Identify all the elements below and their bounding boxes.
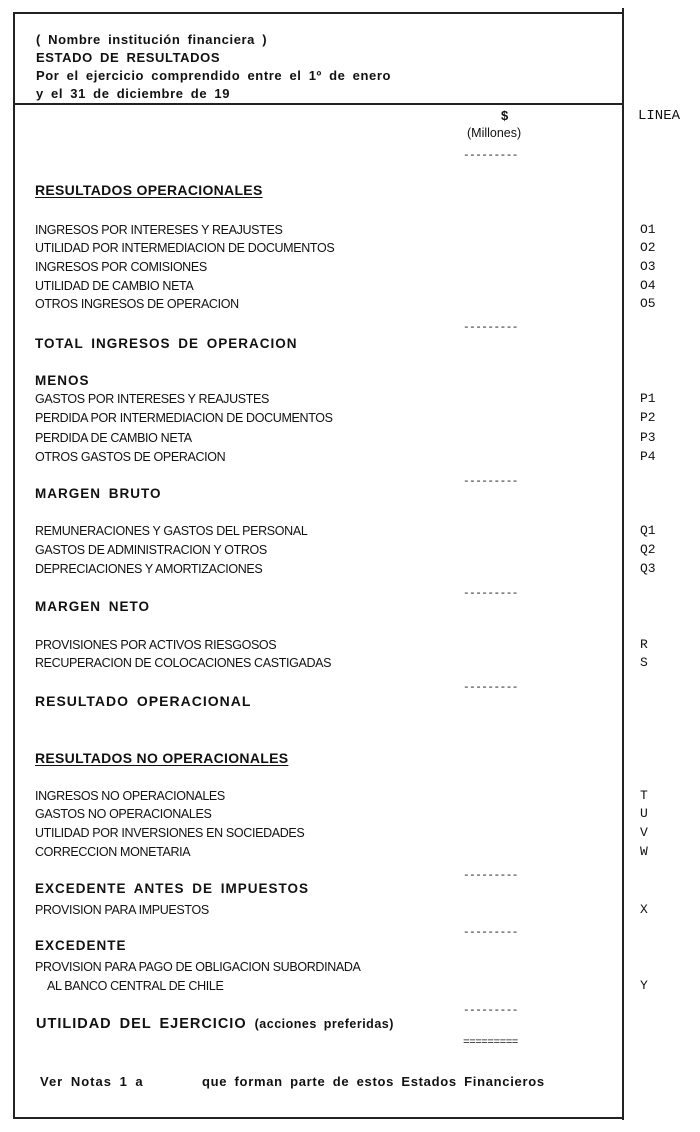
line-code: P4 (640, 449, 656, 464)
total-double-rule: ========= (463, 1037, 518, 1049)
line-code: Q3 (640, 561, 656, 576)
subtotal-rule: --------- (463, 322, 518, 334)
line-code: S (640, 655, 648, 670)
line-item-label: DEPRECIACIONES Y AMORTIZACIONES (35, 562, 263, 576)
section-heading-operacionales: RESULTADOS OPERACIONALES (35, 182, 263, 198)
line-item-label: OTROS INGRESOS DE OPERACION (35, 297, 239, 311)
line-item-label: REMUNERACIONES Y GASTOS DEL PERSONAL (35, 524, 308, 538)
line-item-label: OTROS GASTOS DE OPERACION (35, 450, 226, 464)
line-item-label: PROVISION PARA PAGO DE OBLIGACION SUBORDINADA (35, 960, 361, 974)
statement-title: ESTADO DE RESULTADOS (36, 50, 221, 65)
period-line-2: y el 31 de diciembre de 19 (36, 86, 231, 101)
excedente-label: EXCEDENTE (35, 938, 127, 953)
subtotal-rule: --------- (463, 927, 518, 939)
excedente-antes-label: EXCEDENTE ANTES DE IMPUESTOS (35, 881, 310, 896)
line-code: U (640, 806, 648, 821)
subtotal-rule: --------- (463, 870, 518, 882)
column-rule: --------- (463, 150, 518, 162)
line-item-label: UTILIDAD DE CAMBIO NETA (35, 279, 194, 293)
line-item-label-continued: AL BANCO CENTRAL DE CHILE (47, 979, 224, 993)
utilidad-ejercicio-note: (acciones preferidas) (254, 1017, 394, 1031)
subtotal-rule: --------- (463, 1005, 518, 1017)
line-code: X (640, 902, 648, 917)
line-item-label: PROVISION PARA IMPUESTOS (35, 903, 209, 917)
resultado-operacional-label: RESULTADO OPERACIONAL (35, 693, 252, 709)
line-item-label: INGRESOS NO OPERACIONALES (35, 789, 225, 803)
line-item-label: GASTOS NO OPERACIONALES (35, 807, 212, 821)
line-code: Y (640, 978, 648, 993)
frame-top-border (13, 12, 623, 14)
line-code: O2 (640, 240, 656, 255)
line-item-label: GASTOS DE ADMINISTRACION Y OTROS (35, 543, 267, 557)
line-code: R (640, 637, 648, 652)
notes-suffix: que forman parte de estos Estados Financieros (202, 1074, 545, 1089)
total-ingresos-label: TOTAL INGRESOS DE OPERACION (35, 336, 298, 351)
line-code: O4 (640, 278, 656, 293)
header-divider (13, 103, 623, 105)
line-code: V (640, 825, 648, 840)
line-item-label: RECUPERACION DE COLOCACIONES CASTIGADAS (35, 656, 332, 670)
line-item-label: CORRECCION MONETARIA (35, 845, 191, 859)
period-line-1: Por el ejercicio comprendido entre el 1º de enero (36, 68, 392, 83)
line-code: P3 (640, 430, 656, 445)
line-code: W (640, 844, 648, 859)
utilidad-ejercicio-title: UTILIDAD DEL EJERCICIO (36, 1016, 247, 1032)
line-code: Q1 (640, 523, 656, 538)
line-item-label: PROVISIONES POR ACTIVOS RIESGOSOS (35, 638, 277, 652)
subtotal-rule: --------- (463, 588, 518, 600)
unit-label: (Millones) (467, 126, 522, 140)
line-item-label: INGRESOS POR COMISIONES (35, 260, 207, 274)
line-code: Q2 (640, 542, 656, 557)
notes-prefix: Ver Notas 1 a (40, 1074, 144, 1089)
line-item-label: UTILIDAD POR INVERSIONES EN SOCIEDADES (35, 826, 305, 840)
margen-bruto-label: MARGEN BRUTO (35, 486, 162, 501)
line-code: P2 (640, 410, 656, 425)
subtotal-rule: --------- (463, 476, 518, 488)
line-code: O1 (640, 222, 656, 237)
utilidad-ejercicio-label (36, 1016, 394, 1032)
line-code: O3 (640, 259, 656, 274)
menos-label: MENOS (35, 373, 90, 388)
subtotal-rule: --------- (463, 682, 518, 694)
line-item-label: GASTOS POR INTERESES Y REAJUSTES (35, 392, 270, 406)
line-column-header: LINEA (638, 108, 681, 124)
line-item-label: UTILIDAD POR INTERMEDIACION DE DOCUMENTOS (35, 241, 335, 255)
line-item-label: PERDIDA POR INTERMEDIACION DE DOCUMENTOS (35, 411, 333, 425)
frame-right-border (622, 8, 624, 1120)
line-item-label: INGRESOS POR INTERESES Y REAJUSTES (35, 223, 283, 237)
line-item-label: PERDIDA DE CAMBIO NETA (35, 431, 192, 445)
section-heading-no-operacionales: RESULTADOS NO OPERACIONALES (35, 750, 289, 766)
margen-neto-label: MARGEN NETO (35, 599, 151, 614)
frame-left-border (13, 12, 15, 1118)
line-code: T (640, 788, 648, 803)
line-code: O5 (640, 296, 656, 311)
frame-bottom-border (13, 1117, 623, 1119)
line-code: P1 (640, 391, 656, 406)
institution-name: ( Nombre institución financiera ) (36, 32, 268, 47)
currency-label: $ (501, 108, 509, 123)
